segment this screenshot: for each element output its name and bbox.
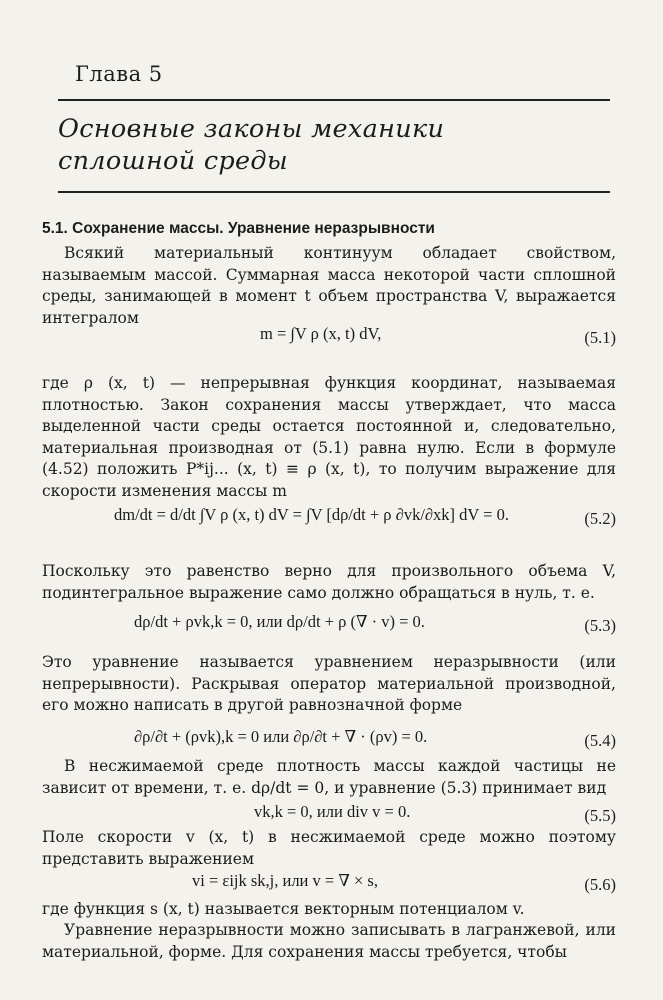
top-rule xyxy=(58,99,610,101)
paragraph-2: где ρ (x, t) — непрерывная функция координат, называемая плотностью. Закон сохранения массы утверждает, что масса выделенной части среды остается постоянной и, следовательно, материальная производная от (5.1) равна нулю. Если в формуле (4.52) положить P*ij... (x, t) ≡ ρ (x, t), то получим выражение для скорости изменения массы m xyxy=(42,374,616,500)
chapter-title-line2: сплошной среды xyxy=(58,146,288,176)
equation-5-6-body: vi = εijk sk,j, или v = ∇ × s, xyxy=(192,871,378,890)
equation-5-3 xyxy=(42,612,616,648)
equation-5-6-number: (5.6) xyxy=(584,875,616,894)
equation-5-1 xyxy=(42,324,616,360)
equation-5-2 xyxy=(42,505,616,541)
equation-5-2-body: dm/dt = d/dt ∫V ρ (x, t) dV = ∫V [dρ/dt + ρ ∂vk/∂xk] dV = 0. xyxy=(114,505,509,524)
chapter-title xyxy=(58,113,444,177)
paragraph-5: В несжимаемой среде плотность массы каждой частицы не зависит от времени, т. е. dρ/dt = 0, и уравнение (5.3) принимает вид xyxy=(42,757,616,797)
equation-5-3-number: (5.3) xyxy=(584,616,616,635)
equation-5-4-number: (5.4) xyxy=(584,731,616,750)
equation-5-5-body: vk,k = 0, или div v = 0. xyxy=(254,802,411,821)
paragraph-4: Это уравнение называется уравнением неразрывности (или непрерывности). Раскрывая оператор материальной производной, его можно написать в другой равнозначной форме xyxy=(42,653,616,714)
equation-5-2-number: (5.2) xyxy=(584,509,616,528)
section-heading: 5.1. Сохранение массы. Уравнение неразрывности xyxy=(42,220,435,237)
equation-5-5-number: (5.5) xyxy=(584,806,616,825)
equation-5-3-body: dρ/dt + ρvk,k = 0, или dρ/dt + ρ (∇ · v) = 0. xyxy=(134,612,425,631)
bottom-rule xyxy=(58,191,610,193)
chapter-title-line1: Основные законы механики xyxy=(58,114,445,144)
equation-5-4-body: ∂ρ/∂t + (ρvk),k = 0 или ∂ρ/∂t + ∇ · (ρv) = 0. xyxy=(134,727,428,746)
paragraph-3: Поскольку это равенство верно для произвольного объема V, подинтегральное выражение само должно обращаться в нуль, т. е. xyxy=(42,562,616,602)
paragraph-7: где функция s (x, t) называется векторным потенциалом v. xyxy=(42,900,525,918)
paragraph-8: Уравнение неразрывности можно записывать в лагранжевой, или материальной, форме. Для сохранения массы требуется, чтобы xyxy=(42,921,616,961)
chapter-label: Глава 5 xyxy=(75,62,163,86)
equation-5-1-number: (5.1) xyxy=(584,328,616,347)
equation-5-1-body: m = ∫V ρ (x, t) dV, xyxy=(260,324,382,343)
paragraph-1: Всякий материальный континуум обладает свойством, называемым массой. Суммарная масса некоторой части сплошной среды, занимающей в момент t объем пространства V, выражается интегралом xyxy=(42,244,616,327)
paragraph-6: Поле скорости v (x, t) в несжимаемой среде можно поэтому представить выражением xyxy=(42,828,616,868)
